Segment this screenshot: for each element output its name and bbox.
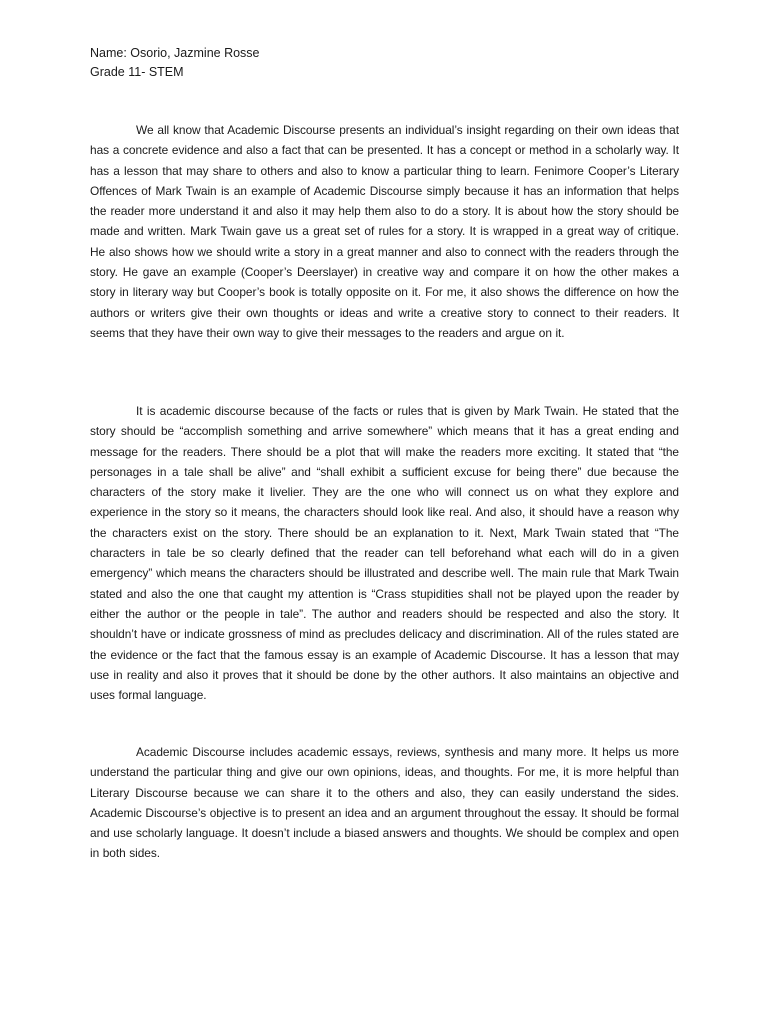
grade-line: Grade 11- STEM [90,65,184,79]
essay-paragraph-3: Academic Discourse includes academic essays, reviews, synthesis and many more. It helps us more understand the particular thing and give our own opinions, ideas, and thoughts. For me, it is more helpful than Literary Discourse because we can share it to the others and also, they can easily understand the sides. Academic Discourse’s objective is to present an idea and an argument throughout the essay. It should be formal and use scholarly language. It doesn’t include a biased answers and thoughts. We should be complex and open in both sides. [90,745,679,861]
student-name-line: Name: Osorio, Jazmine Rosse [90,46,260,60]
student-header [90,44,260,82]
essay-paragraph-2: It is academic discourse because of the facts or rules that is given by Mark Twain. He stated that the story should be “accomplish something and arrive somewhere” which means that it has a great ending and message for the readers. There should be a plot that will make the readers more exciting. It stated that “the personages in a tale shall be alive” and “shall exhibit a sufficient excuse for being there” due because the characters of the story make it livelier. They are the one who will connect us on what they explore and experience in the story so it means, the characters should look like real. And also, it should have a reason why the characters exist on the story. There should be an explanation to it. Next, Mark Twain stated that “The characters in tale be so clearly defined that the reader can tell beforehand what each will do in a given emergency” which means the characters should be illustrated and describe well. The main rule that Mark Twain stated and also the one that caught my attention is “Crass stupidities shall not be played upon the reader by either the author or the people in tale”. The author and readers should be respected and also the story. It shouldn’t have or indicate grossness of mind as precludes delicacy and discrimination. All of the rules stated are the evidence or the fact that the famous essay is an example of Academic Discourse. It has a lesson that may use in reality and also it proves that it should be done by the other authors. It also maintains an objective and uses formal language. [90,404,679,703]
essay-paragraph-1: We all know that Academic Discourse presents an individual’s insight regarding on their own ideas that has a concrete evidence and also a fact that can be presented. It has a concept or method in a scholarly way. It has a lesson that may share to others and also to know a particular thing to learn. Fenimore Cooper’s Literary Offences of Mark Twain is an example of Academic Discourse simply because it has an information that helps the reader more understand it and also it may help them also to do a story. It is about how the story should be made and written. Mark Twain gave us a great set of rules for a story. It is wrapped in a great way of critique. He also shows how we should write a story in a great manner and also to connect with the readers through the story. He gave an example (Cooper’s Deerslayer) in creative way and compare it on how the other makes a story in literary way but Cooper’s book is totally opposite on it. For me, it also shows the difference on how the authors or writers give their own thoughts or ideas and write a creative story to connect to their readers. It seems that they have their own way to give their messages to the readers and argue on it. [90,123,679,340]
